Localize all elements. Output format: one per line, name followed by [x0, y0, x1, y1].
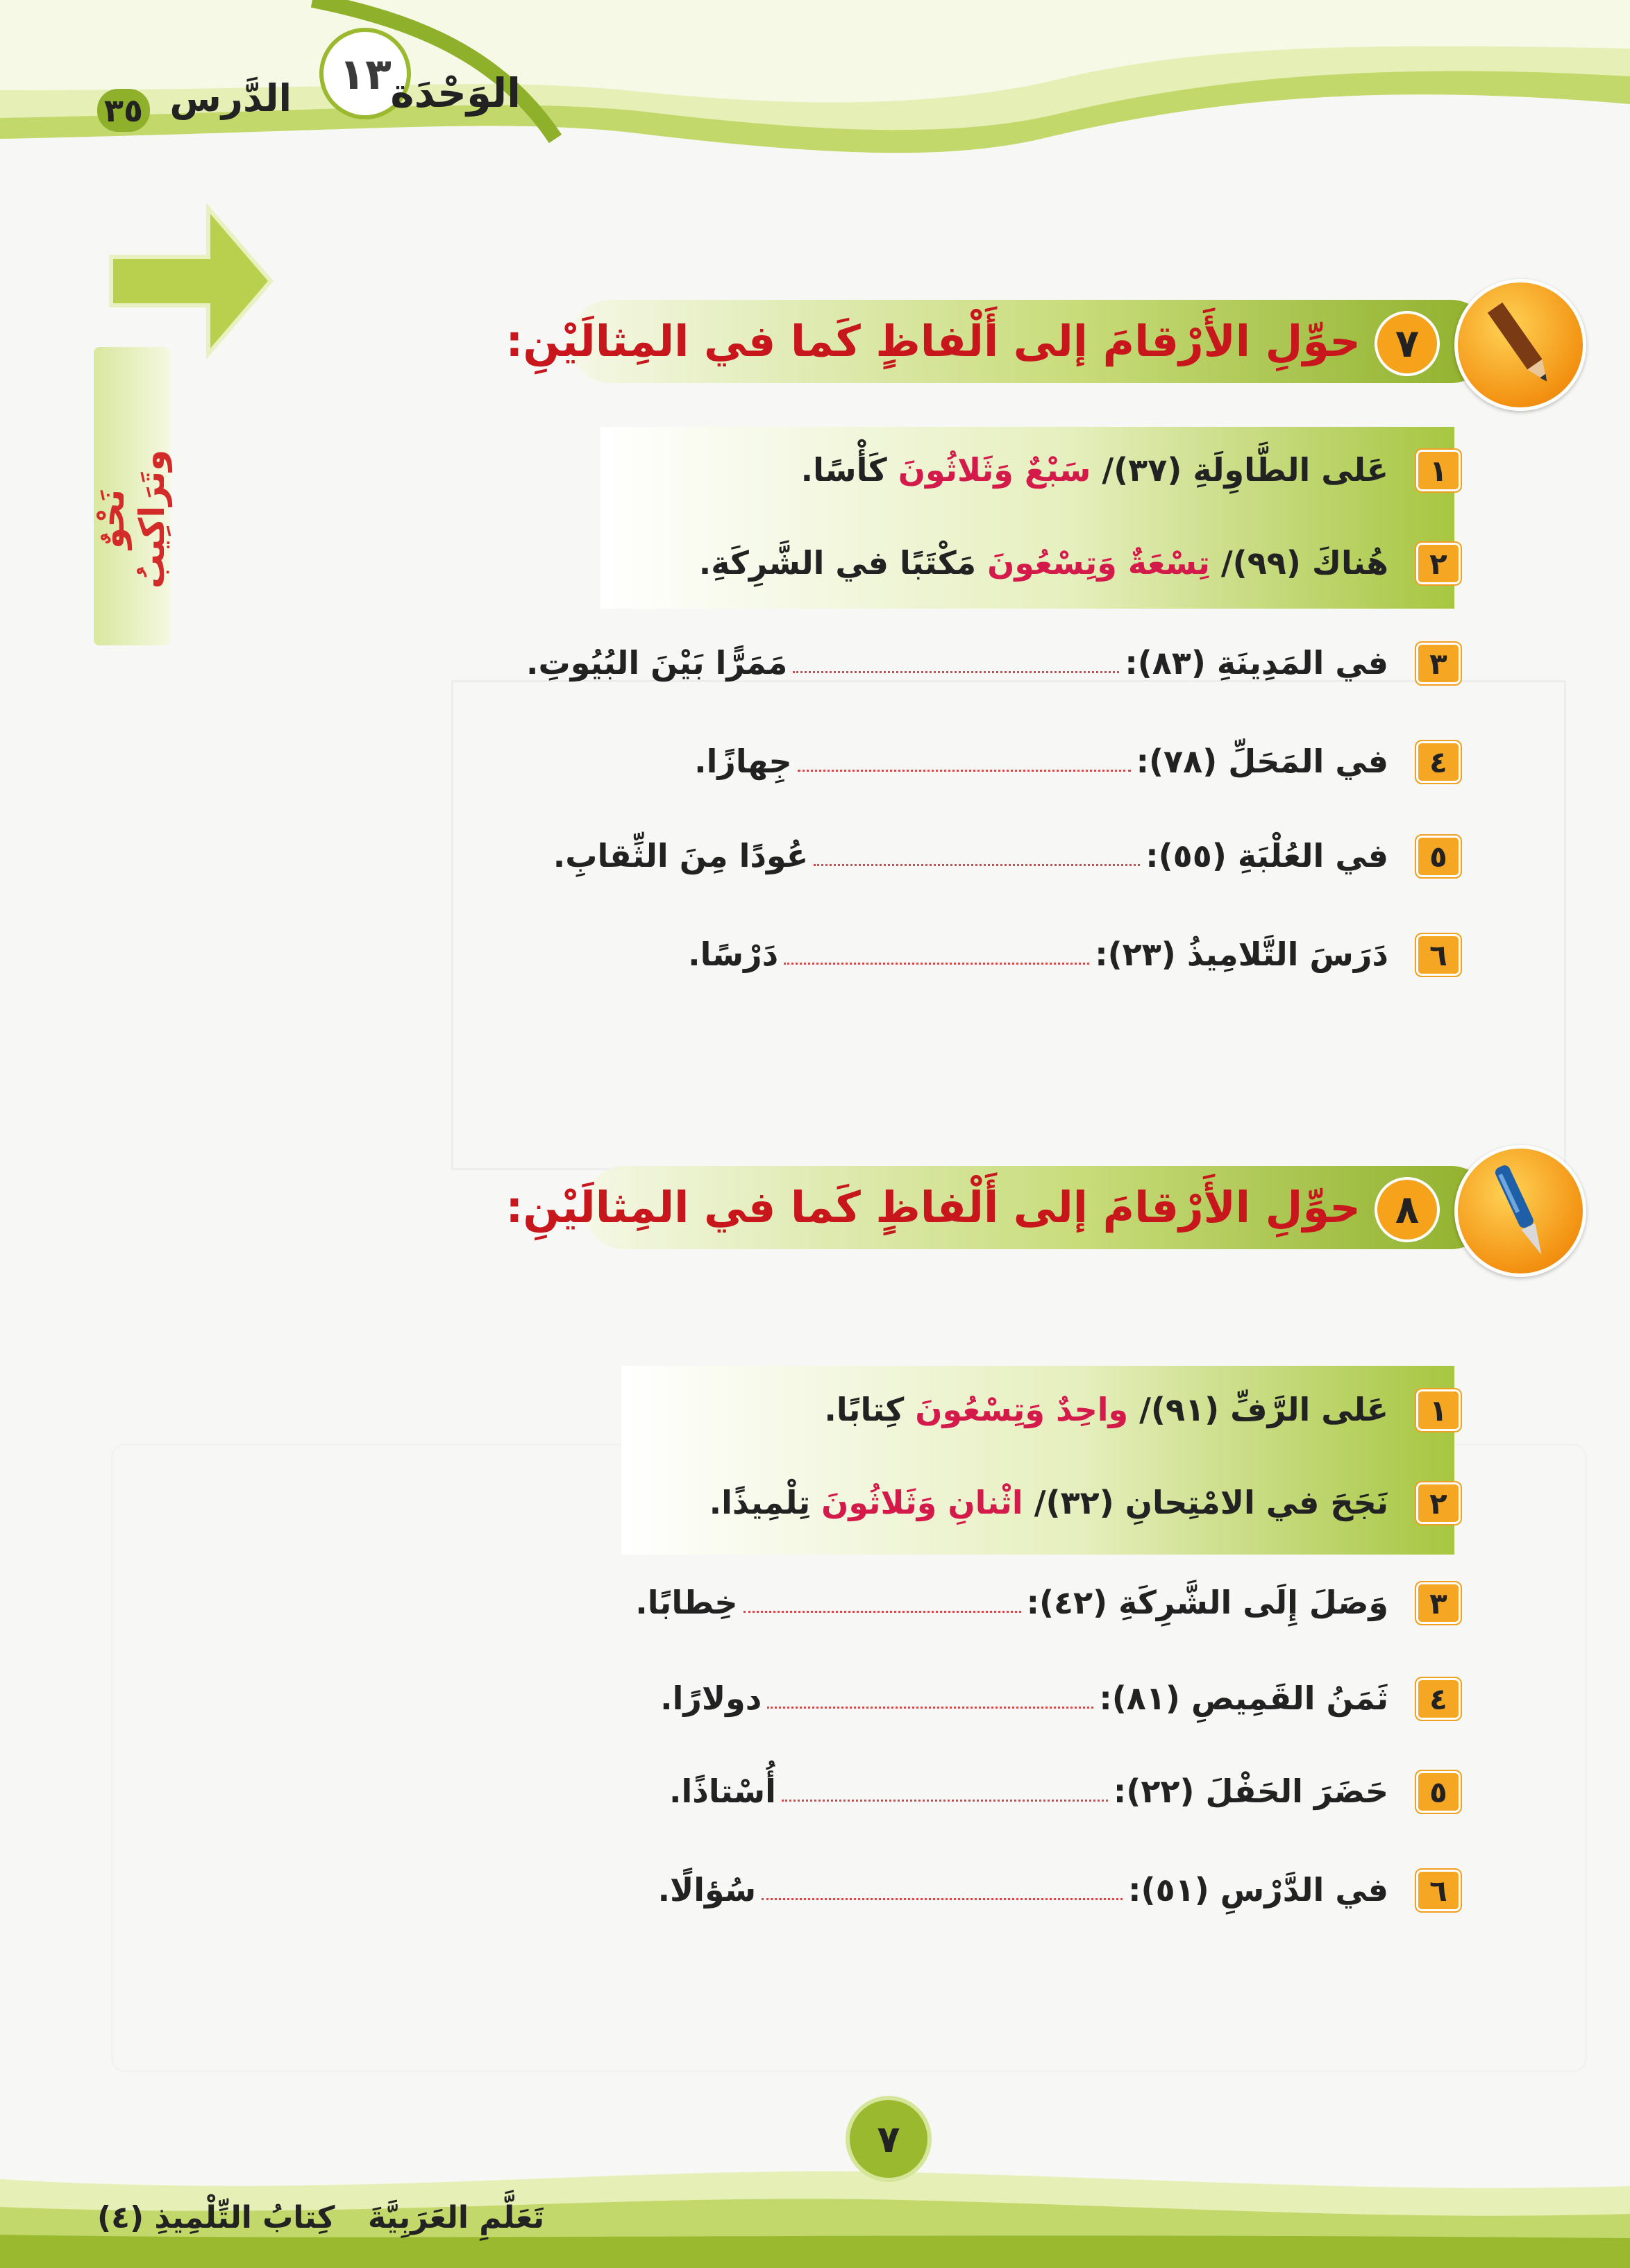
footer-book-title: تَعَلَّمِ العَرَبِيَّةَ [368, 2200, 545, 2235]
ex7-item-4-number: ٤ [1416, 741, 1461, 783]
pencil-icon [1458, 282, 1583, 407]
ex8-item-6-answer-blank[interactable] [762, 1884, 1123, 1900]
arrow-right-icon [104, 201, 278, 361]
exercise-7-instruction: حوِّلِ الأَرْقامَ إلى أَلْفاظٍ كَما في المِثالَيْنِ: [505, 316, 1361, 366]
side-tab-label: نَحْوٌ وتَرَاكِيبُ [92, 449, 172, 589]
exercise-8-instruction: حوِّلِ الأَرْقامَ إلى أَلْفاظٍ كَما في المِثالَيْنِ: [505, 1182, 1361, 1233]
ex8-item-5-text: حَضَرَ الحَفْلَ (٢٢):أُسْتاذًا. [669, 1772, 1388, 1810]
footer-book-part: كِتابُ التِّلْمِيذِ (٤) [97, 2200, 335, 2235]
ex8-item-4-answer-blank[interactable] [767, 1693, 1093, 1709]
ex7-item-1-number: ١ [1416, 450, 1461, 491]
ex7-item-2-text: هُناكَ (٩٩)/ تِسْعَةٌ وَتِسْعُونَ مَكْتَبًا في الشَّرِكَةِ. [698, 544, 1388, 582]
ex7-item-1-text: عَلى الطَّاوِلَةِ (٣٧)/ سَبْعٌ وَثَلاثُونَ كَأْسًا. [800, 451, 1388, 489]
lesson-number-badge: ٣٥ [97, 89, 150, 132]
exercise-8-number: ٨ [1375, 1177, 1440, 1242]
ex7-item-1-answer: سَبْعٌ وَثَلاثُونَ [898, 451, 1091, 489]
ex7-item-5-answer-blank[interactable] [814, 850, 1140, 866]
ex7-item-3-text: في المَدِينَةِ (٨٣):مَمَرًّا بَيْنَ البُيُوتِ. [526, 644, 1388, 682]
ex8-item-2-number: ٢ [1416, 1482, 1461, 1524]
ex8-item-1-text: عَلى الرَّفِّ (٩١)/ واحِدٌ وَتِسْعُونَ كِتابًا. [824, 1391, 1388, 1428]
unit-label: الوَحْدَة [390, 69, 521, 117]
pen-icon [1458, 1149, 1583, 1273]
ex7-item-6-text: دَرَسَ التَّلامِيذُ (٢٣):دَرْسًا. [688, 936, 1388, 973]
ex8-item-1-answer: واحِدٌ وَتِسْعُونَ [915, 1391, 1129, 1428]
lesson-label: الدَّرس [169, 76, 292, 120]
ex8-item-2-answer: اثْنانِ وَثَلاثُونَ [821, 1484, 1023, 1521]
exercise-8-badge [1454, 1145, 1586, 1277]
ex7-item-3-answer-blank[interactable] [793, 657, 1119, 673]
ex8-item-5-number: ٥ [1416, 1771, 1461, 1813]
ex7-item-5-number: ٥ [1416, 836, 1461, 877]
ex8-item-3-answer-blank[interactable] [743, 1597, 1021, 1613]
ex7-item-6-number: ٦ [1416, 934, 1461, 976]
ex7-item-3-number: ٣ [1416, 643, 1461, 684]
ex7-item-4-answer-blank[interactable] [798, 756, 1131, 772]
ex8-item-6-text: في الدَّرْسِ (٥١):سُؤالًا. [657, 1871, 1388, 1909]
ex7-item-5-text: في العُلْبَةِ (٥٥):عُودًا مِنَ الثِّقابِ. [553, 837, 1388, 874]
ex7-item-2-answer: تِسْعَةٌ وَتِسْعُونَ [987, 544, 1210, 582]
ex8-item-3-text: وَصَلَ إِلَى الشَّرِكَةِ (٤٢):خِطابًا. [635, 1584, 1388, 1621]
unit-number-badge: ١٣ [319, 28, 411, 119]
ex7-item-2-number: ٢ [1416, 543, 1461, 584]
ex8-item-3-number: ٣ [1416, 1582, 1461, 1624]
ex7-item-4-text: في المَحَلِّ (٧٨):جِهازًا. [694, 743, 1388, 780]
exercise-7-badge [1454, 279, 1586, 411]
ex8-item-1-number: ١ [1416, 1389, 1461, 1431]
page-number: ٧ [846, 2096, 932, 2182]
ex8-item-6-number: ٦ [1416, 1870, 1461, 1911]
ex8-item-2-text: نَجَحَ في الامْتِحانِ (٣٢)/ اثْنانِ وَثَلاثُونَ تِلْمِيذًا. [709, 1484, 1388, 1521]
exercise-7-number: ٧ [1375, 311, 1440, 376]
ex8-item-4-number: ٤ [1416, 1678, 1461, 1720]
ex7-item-6-answer-blank[interactable] [784, 949, 1089, 965]
ex8-item-4-text: ثَمَنُ القَمِيصِ (٨١):دولارًا. [660, 1679, 1388, 1717]
ex8-item-5-answer-blank[interactable] [782, 1786, 1108, 1802]
